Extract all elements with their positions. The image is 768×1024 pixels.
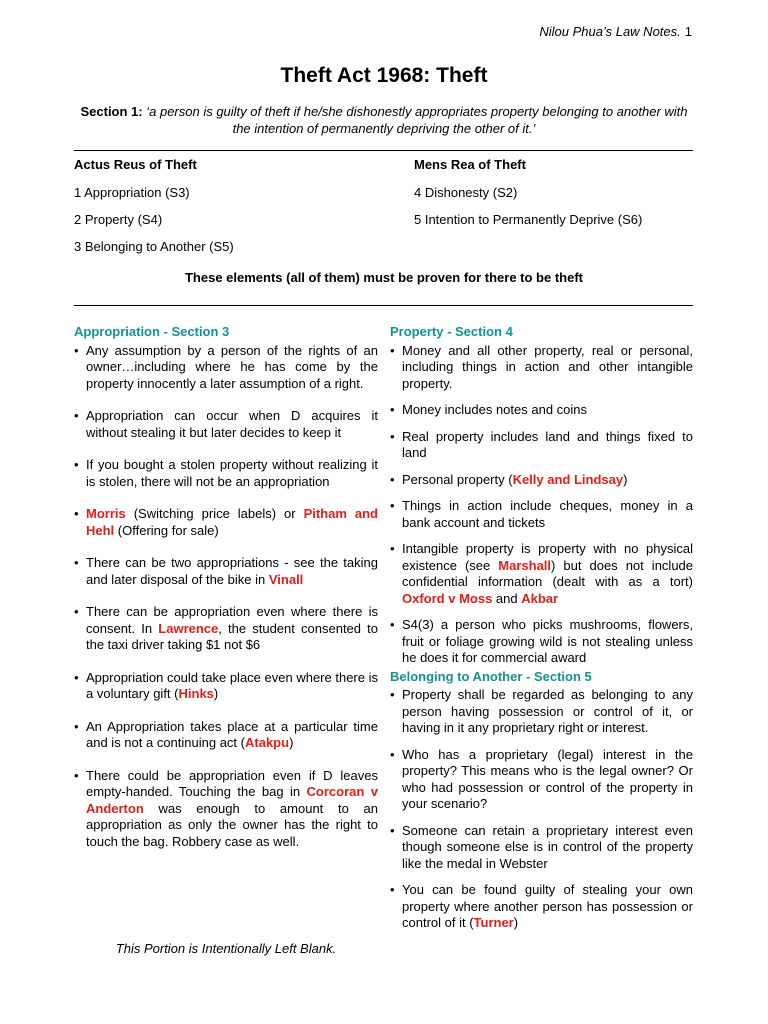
divider-bottom bbox=[74, 305, 693, 306]
list-item: • Appropriation could take place even where there is a voluntary gift (Hinks) bbox=[74, 669, 378, 701]
bullet-icon: • bbox=[74, 555, 79, 570]
bullet-icon: • bbox=[74, 408, 79, 423]
proof-requirement-note: These elements (all of them) must be proven for there to be theft bbox=[184, 270, 583, 285]
page-number: 1 bbox=[684, 24, 692, 39]
list-item: • You can be found guilty of stealing your own property where another person has possession or control of it (Turner) bbox=[390, 882, 693, 930]
appropriation-heading: Appropriation - Section 3 bbox=[74, 324, 230, 339]
belonging-list bbox=[390, 687, 693, 932]
bullet-icon: • bbox=[74, 506, 79, 521]
mens-rea-item: 4 Dishonesty (S2) bbox=[414, 185, 518, 200]
case-name: Corcoran v Anderton bbox=[86, 784, 378, 816]
list-item: • Intangible property is property with no physical existence (see Marshall) but does not include confidential information (dealt with as a tort) Oxford v Moss and Akbar bbox=[390, 541, 694, 606]
case-name: Lawrence bbox=[158, 620, 219, 636]
list-item: • An Appropriation takes place at a particular time and is not a continuing act (Atakpu) bbox=[74, 718, 378, 750]
list-item: • Who has a proprietary (legal) interest in the property? This means who is the legal owner? Or who had possession or control of the property in your scenario? bbox=[390, 746, 693, 811]
divider-top bbox=[74, 150, 693, 151]
case-name: Vinall bbox=[268, 571, 304, 587]
list-item: • Any assumption by a person of the rights of an owner…including where he has come by the property innocently a later assumption of a right. bbox=[74, 342, 378, 391]
bullet-icon: • bbox=[390, 617, 395, 632]
case-name: Akbar bbox=[521, 590, 559, 606]
mens-rea-heading: Mens Rea of Theft bbox=[414, 157, 526, 172]
property-heading: Property - Section 4 bbox=[390, 324, 513, 339]
list-item: • Someone can retain a proprietary interest even though someone else is in control of the property like the medal in Webster bbox=[390, 822, 693, 871]
bullet-icon: • bbox=[74, 669, 79, 685]
bullet-icon: • bbox=[390, 822, 395, 838]
case-name: Atakpu bbox=[245, 735, 290, 750]
bullet-icon: • bbox=[390, 471, 395, 487]
list-item: • There could be appropriation even if D leaves empty-handed. Touching the bag in Corcoran v Anderton was enough to amount to an appropriation as only the owner has the right to touch the bag. Robbery case as well. bbox=[74, 767, 378, 849]
page-title: Theft Act 1968: Theft bbox=[280, 64, 488, 87]
bullet-icon: • bbox=[390, 402, 395, 417]
case-name: Turner bbox=[473, 915, 514, 930]
section-1-quote: ‘a person is guilty of theft if he/she dishonestly appropriates property belonging to another with the intention of permanently depriving the other of it.’ bbox=[146, 104, 688, 136]
mens-rea-item: 5 Intention to Permanently Deprive (S6) bbox=[414, 212, 643, 227]
appropriation-column bbox=[74, 324, 378, 866]
property-list bbox=[390, 343, 693, 667]
bullet-icon: • bbox=[390, 882, 395, 897]
list-item: • Money and all other property, real or personal, including things in action and other intangible property. bbox=[390, 342, 693, 391]
author-note: Nilou Phua’s Law Notes. bbox=[539, 24, 681, 39]
bullet-icon: • bbox=[390, 498, 395, 513]
blank-portion-note: This Portion is Intentionally Left Blank. bbox=[115, 941, 337, 956]
list-item: • Money includes notes and coins bbox=[390, 402, 588, 417]
bullet-icon: • bbox=[74, 342, 79, 358]
actus-reus-list bbox=[74, 157, 234, 266]
list-item: • If you bought a stolen property without realizing it is stolen, there will not be an appropriation bbox=[74, 457, 378, 489]
actus-reus-heading: Actus Reus of Theft bbox=[74, 157, 197, 172]
case-name: Hinks bbox=[178, 686, 214, 701]
case-name: Kelly and Lindsay bbox=[512, 471, 624, 487]
bullet-icon: • bbox=[390, 541, 395, 556]
list-item: • S4(3) a person who picks mushrooms, flowers, fruit or foliage growing wild is not stealing unless he does it for commercial award bbox=[390, 617, 693, 665]
case-name: Morris bbox=[86, 506, 126, 521]
actus-reus-item: 2 Property (S4) bbox=[74, 212, 163, 227]
actus-reus-item: 1 Appropriation (S3) bbox=[74, 185, 190, 200]
list-item: • Real property includes land and things fixed to land bbox=[390, 428, 693, 460]
bullet-icon: • bbox=[390, 746, 395, 762]
property-belonging-column bbox=[390, 324, 693, 942]
bullet-icon: • bbox=[390, 687, 395, 702]
bullet-icon: • bbox=[74, 767, 79, 783]
belonging-heading: Belonging to Another - Section 5 bbox=[390, 668, 592, 684]
actus-reus-item: 3 Belonging to Another (S5) bbox=[74, 239, 234, 254]
section-1-label: Section 1: bbox=[80, 104, 143, 119]
case-name: Oxford v Moss bbox=[402, 590, 493, 606]
case-name: Pitham and Hehl bbox=[86, 506, 378, 538]
header-note bbox=[539, 24, 692, 39]
section-1-definition bbox=[80, 103, 688, 137]
appropriation-list bbox=[74, 343, 378, 851]
bullet-icon: • bbox=[390, 428, 395, 444]
list-item: • Personal property (Kelly and Lindsay) bbox=[390, 471, 628, 487]
list-item: • Property shall be regarded as belonging to any person having possession or control of it, or having in it any proprietary right or interest. bbox=[390, 687, 693, 735]
list-item: • There can be two appropriations - see the taking and later disposal of the bike in Vinall bbox=[74, 555, 378, 587]
bullet-icon: • bbox=[74, 718, 79, 734]
list-item: • Morris (Switching price labels) or Pitham and Hehl (Offering for sale) bbox=[74, 506, 378, 538]
list-item: • Things in action include cheques, money in a bank account and tickets bbox=[390, 498, 693, 530]
list-item: • Appropriation can occur when D acquires it without stealing it but later decides to keep it bbox=[74, 408, 378, 440]
bullet-icon: • bbox=[74, 457, 79, 472]
list-item: • There can be appropriation even where there is consent. In Lawrence, the student consented to the taxi driver taking $1 not $6 bbox=[74, 604, 378, 652]
case-name: Marshall bbox=[498, 557, 552, 573]
bullet-icon: • bbox=[390, 342, 395, 358]
bullet-icon: • bbox=[74, 604, 79, 619]
mens-rea-list bbox=[414, 157, 642, 239]
